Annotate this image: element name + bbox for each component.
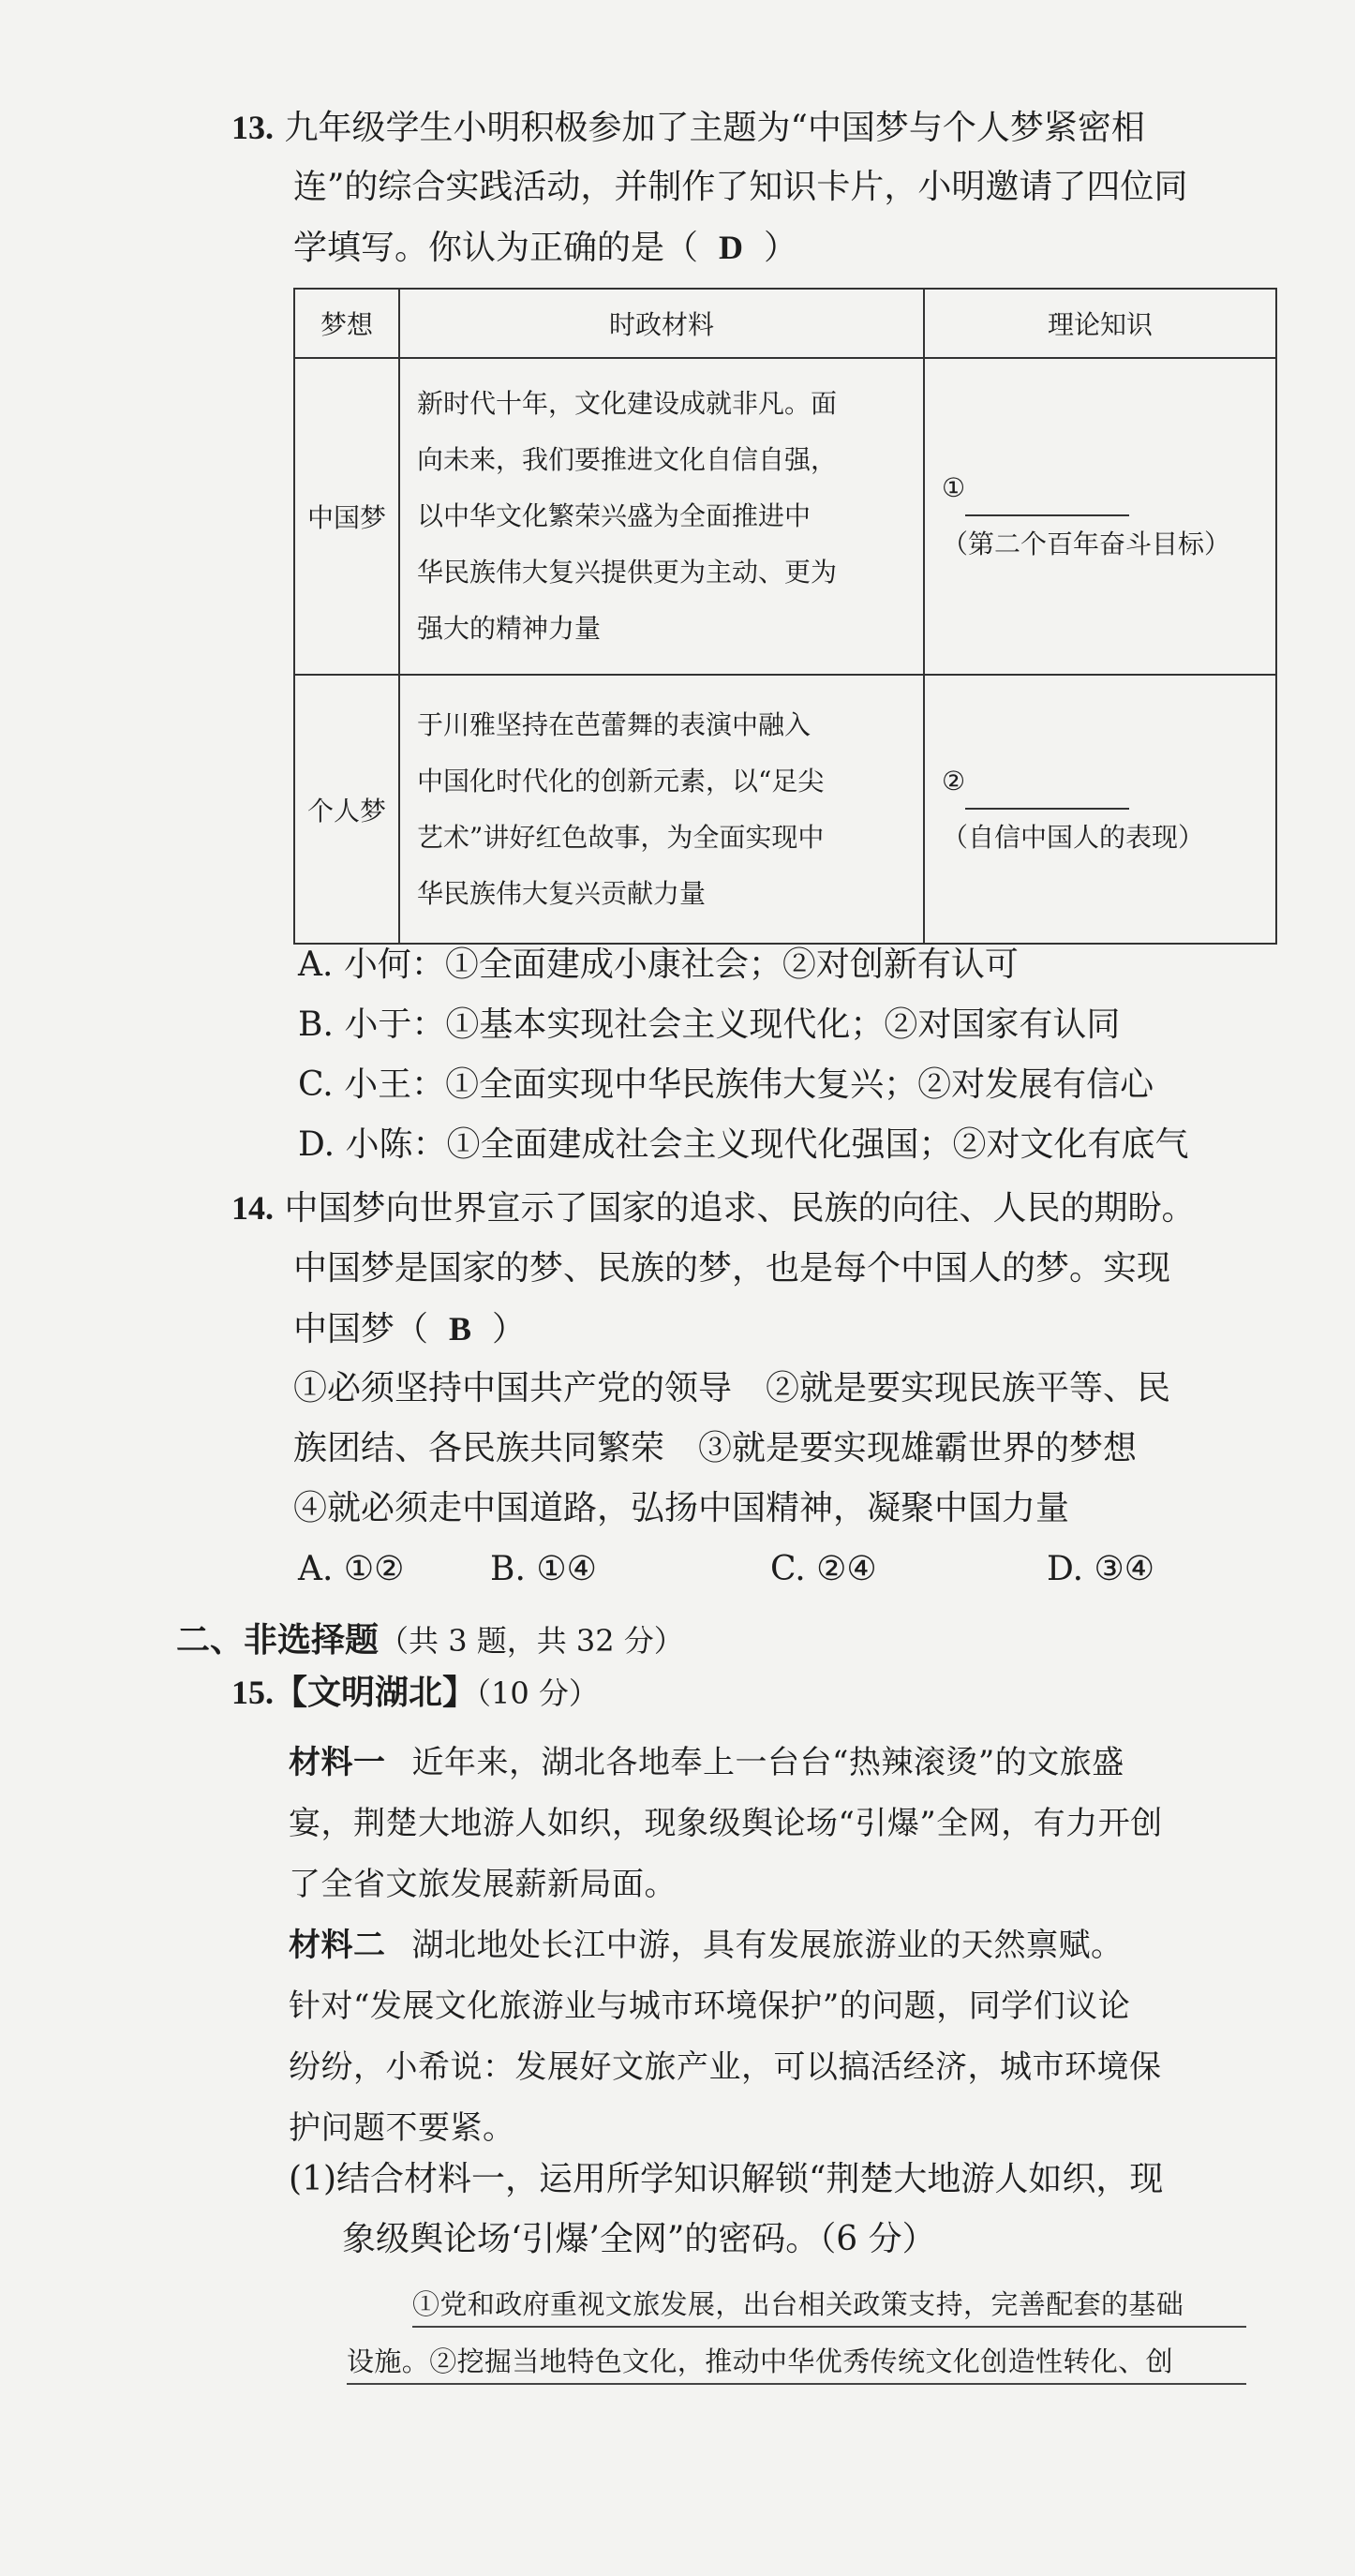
q15-score: （10 分）: [476, 1675, 599, 1711]
material-line: 新时代十年，文化建设成就非凡。面: [417, 388, 838, 419]
q14-statement-line: 族团结、各民族共同繁荣 ③就是要实现雄霸世界的梦想: [293, 1429, 1138, 1467]
q14-stem-line: 中国梦是国家的梦、民族的梦，也是每个中国人的梦。实现: [293, 1249, 1171, 1288]
q13-close-paren: ）: [764, 229, 798, 267]
q14-stem-line: 中国梦（: [293, 1310, 429, 1348]
q13-line-1: [231, 111, 1145, 145]
sub-question-1: (1)结合材料一，运用所学知识解锁“荆楚大地游人如织，现: [289, 2160, 1164, 2198]
q14-close-paren: ）: [492, 1310, 527, 1348]
q13-stem-line: 连”的综合实践活动，并制作了知识卡片，小明邀请了四位同: [293, 168, 1188, 206]
q15-number: 15.: [231, 1674, 274, 1711]
answer-blank[interactable]: [965, 486, 1129, 516]
section-two-heading: [176, 1614, 684, 1661]
q13-stem-line: 九年级学生小明积极参加了主题为“中国梦与个人梦紧密相: [284, 109, 1145, 147]
material-cell: [399, 358, 924, 675]
q14-line-1: [231, 1191, 1195, 1226]
header-material: 时政材料: [399, 289, 924, 358]
table-row: [294, 358, 1276, 675]
q14-option-b[interactable]: B. ①④: [490, 1550, 597, 1588]
material-two-text: 纷纷，小希说：发展好文旅产业，可以搞活经济，城市环境保: [289, 2048, 1162, 2086]
material-two-text: 湖北地处长江中游，具有发展旅游业的天然禀赋。: [411, 1927, 1124, 1964]
section-title: 二、非选择题: [176, 1621, 380, 1660]
q13-option-a[interactable]: A. 小何：①全面建成小康社会；②对创新有认可: [298, 946, 1019, 984]
material-two-line-1: [289, 1919, 1124, 1965]
blank-line: ②: [942, 753, 1264, 810]
q14-line-3: [293, 1312, 526, 1347]
table-header-row: [294, 289, 1276, 358]
q14-answer: B: [449, 1310, 472, 1348]
material-line: 强大的精神力量: [417, 613, 602, 644]
material-line: 向未来，我们要推进文化自信自强，: [417, 444, 838, 475]
table-row: [294, 675, 1276, 944]
theory-hint: （自信中国人的表现）: [942, 821, 1205, 853]
blank-line: ①: [942, 460, 1264, 516]
q14-number: 14.: [231, 1189, 274, 1227]
q14-option-c[interactable]: C. ②④: [770, 1550, 877, 1588]
material-one-label: 材料一: [289, 1744, 386, 1781]
q13-line-3: [293, 231, 797, 265]
header-theory: 理论知识: [924, 289, 1276, 358]
answer-line: 设施。②挖掘当地特色文化，推动中华优秀传统文化创造性转化、创: [347, 2341, 1246, 2385]
q14-statement-line: ④就必须走中国道路，弘扬中国精神，凝聚中国力量: [293, 1489, 1070, 1527]
q15-title: 【文明湖北】: [274, 1674, 477, 1712]
q13-option-c[interactable]: C. 小王：①全面实现中华民族伟大复兴；②对发展有信心: [298, 1065, 1154, 1104]
material-two-text: 护问题不要紧。: [289, 2109, 515, 2147]
material-line: 艺术”讲好红色故事，为全面实现中: [417, 821, 825, 853]
q13-option-d[interactable]: D. 小陈：①全面建成社会主义现代化强国；②对文化有底气: [298, 1125, 1189, 1164]
material-line: 于川雅坚持在芭蕾舞的表演中融入: [417, 708, 812, 740]
material-line: 华民族伟大复兴贡献力量: [417, 877, 707, 909]
q15-heading: [231, 1675, 599, 1710]
material-one-text: 近年来，湖北各地奉上一台台“热辣滚烫”的文旅盛: [411, 1744, 1124, 1781]
answer-blank[interactable]: [965, 780, 1129, 810]
material-cell: [399, 675, 924, 944]
q14-option-d[interactable]: D. ③④: [1047, 1550, 1155, 1588]
material-two-text: 针对“发展文化旅游业与城市环境保护”的问题，同学们议论: [289, 1988, 1131, 2025]
header-dream: 梦想: [294, 289, 399, 358]
dream-cell: 个人梦: [294, 675, 399, 944]
answer-line: ①党和政府重视文旅发展，出台相关政策支持，完善配套的基础: [412, 2284, 1246, 2328]
q14-statement-line: ①必须坚持中国共产党的领导 ②就是要实现民族平等、民: [293, 1369, 1171, 1407]
q14-option-a[interactable]: A. ①②: [298, 1550, 405, 1588]
theory-cell: [924, 675, 1276, 944]
material-line: 华民族伟大复兴提供更为主动、更为: [417, 557, 838, 588]
material-one-line-1: [289, 1736, 1124, 1782]
material-two-label: 材料二: [289, 1927, 386, 1964]
q14-stem-line: 中国梦向世界宣示了国家的追求、民族的向往、人民的期盼。: [284, 1189, 1196, 1228]
dream-cell: 中国梦: [294, 358, 399, 675]
material-one-text: 了全省文旅发展薪新局面。: [289, 1866, 677, 1903]
q13-stem-line: 学填写。你认为正确的是（: [293, 229, 699, 267]
material-one-text: 宴，荆楚大地游人如织，现象级舆论场“引爆”全网，有力开创: [289, 1805, 1163, 1842]
sub-question-1: 象级舆论场‘引爆’全网”的密码。（6 分）: [342, 2220, 936, 2258]
q13-option-b[interactable]: B. 小于：①基本实现社会主义现代化；②对国家有认同: [298, 1005, 1121, 1044]
theory-hint: （第二个百年奋斗目标）: [942, 529, 1231, 559]
material-line: 以中华文化繁荣兴盛为全面推进中: [417, 500, 812, 531]
q13-number: 13.: [231, 109, 274, 146]
knowledge-card-table: [293, 288, 1277, 945]
material-line: 中国化时代化的创新元素，以“足尖: [417, 765, 825, 797]
q13-answer: D: [719, 229, 744, 266]
section-note: （共 3 题，共 32 分）: [379, 1623, 684, 1659]
theory-cell: [924, 358, 1276, 675]
